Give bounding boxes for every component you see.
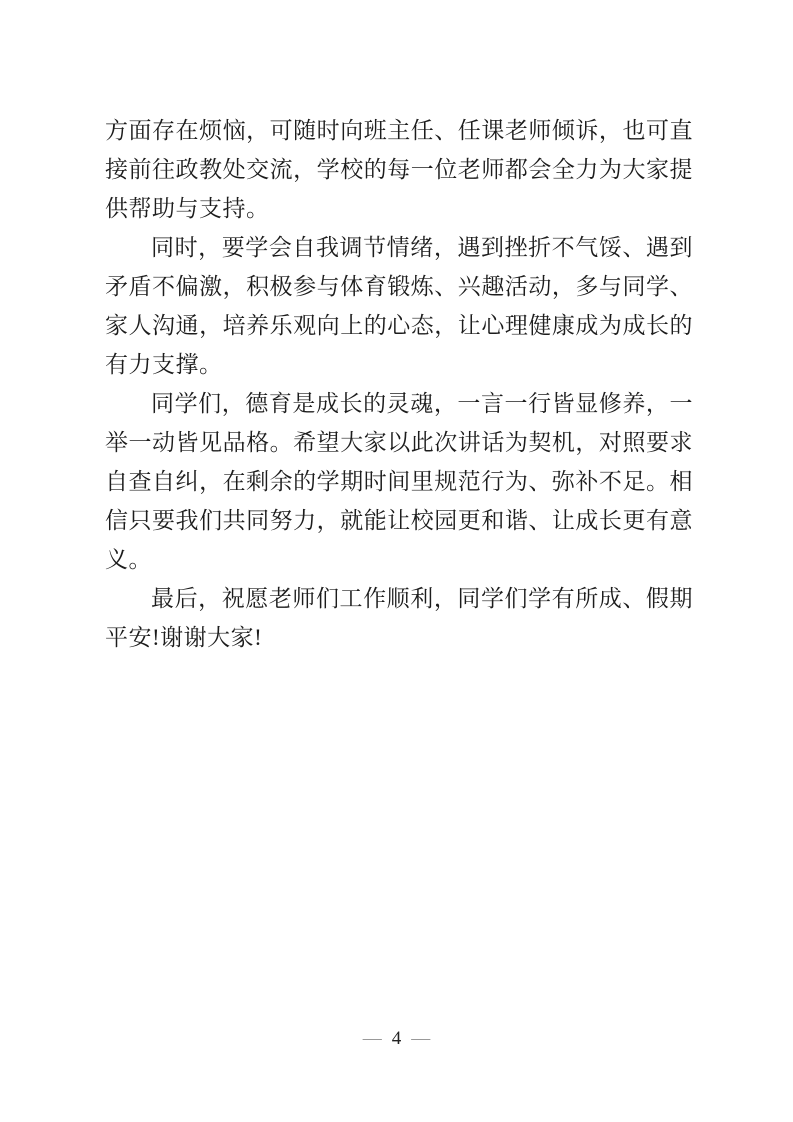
footer-dash-right: — [411, 1028, 431, 1049]
page-number: 4 [391, 1028, 402, 1049]
body-paragraph: 同学们，德育是成长的灵魂，一言一行皆显修养，一举一动皆见品格。希望大家以此次讲话为契机，对照要求自查自纠，在剩余的学期时间里规范行为、弥补不足。相信只要我们共同努力，就能让校园更和谐、让成长更有意义。 [105, 391, 693, 572]
document-body [105, 111, 693, 657]
page-footer [0, 1028, 793, 1050]
body-paragraph: 最后，祝愿老师们工作顺利，同学们学有所成、假期平安!谢谢大家! [105, 586, 693, 650]
body-paragraph: 方面存在烦恼，可随时向班主任、任课老师倾诉，也可直接前往政教处交流，学校的每一位老师都会全力为大家提供帮助与支持。 [105, 118, 693, 221]
footer-dash-left: — [362, 1028, 382, 1049]
body-paragraph: 同时，要学会自我调节情绪，遇到挫折不气馁、遇到矛盾不偏激，积极参与体育锻炼、兴趣活动，多与同学、家人沟通，培养乐观向上的心态，让心理健康成为成长的有力支撑。 [105, 235, 693, 377]
